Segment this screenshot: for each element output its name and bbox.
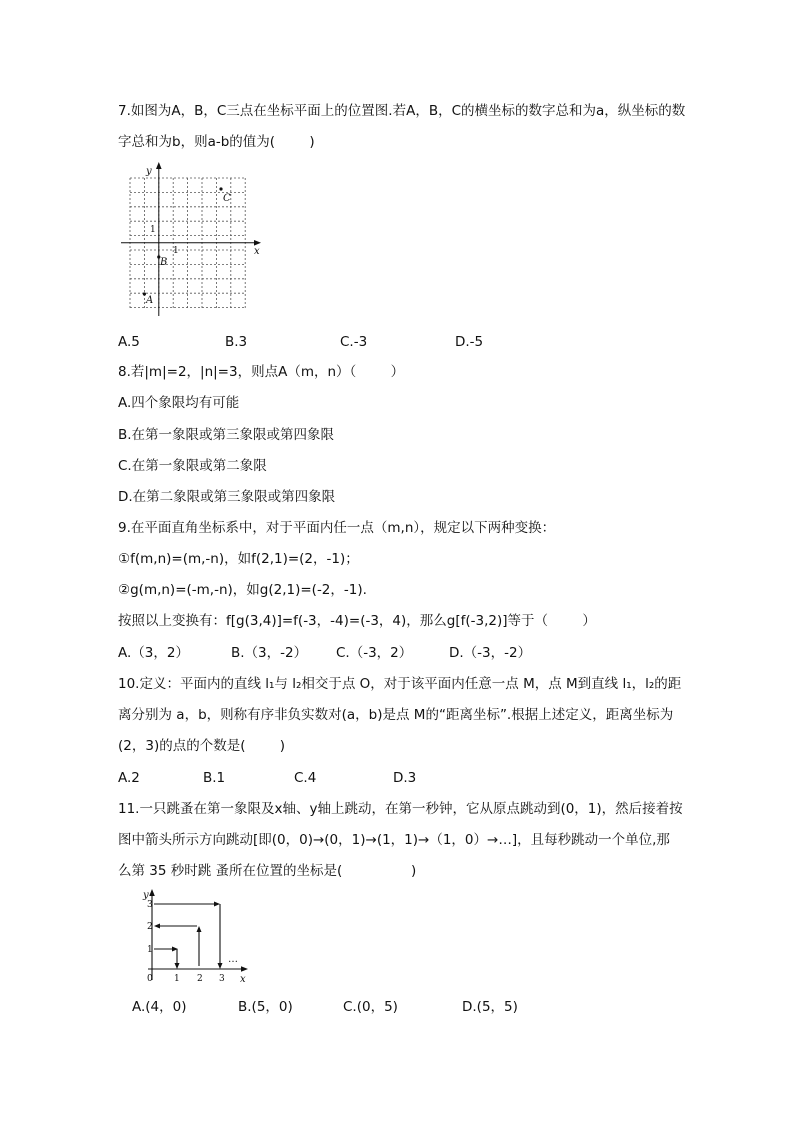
- q7-x-axis-arrow-icon: [254, 240, 261, 246]
- q8-choice-b: B.在第一象限或第三象限或第四象限: [118, 427, 335, 443]
- q11-options: [132, 998, 518, 1088]
- q11-y-tick-2: 2: [147, 922, 153, 932]
- q7-option-c: C.-3: [340, 334, 368, 350]
- q7-line-2: 字总和为b，则a-b的值为( ): [118, 134, 315, 150]
- q7-y-axis-arrow-icon: [156, 162, 162, 169]
- q10-option-a: A.2: [118, 770, 140, 786]
- q9-option-c: C.（-3，2）: [336, 645, 413, 661]
- q7-point-c: [219, 187, 222, 190]
- q11-path-segments: [154, 904, 220, 966]
- q11-ellipsis: …: [228, 954, 238, 965]
- q8-choice-c: C.在第一象限或第二象限: [118, 458, 267, 474]
- q7-x-axis-label: x: [254, 246, 260, 257]
- q7-point-c-label: C: [223, 193, 231, 204]
- q7-option-a: A.5: [118, 334, 140, 350]
- q10-line-1: 10.定义：平面内的直线 l₁与 l₂相交于点 O，对于该平面内任意一点 M，点 M到直线 l₁，l₂的距: [118, 676, 682, 692]
- q11-line-1: 11.一只跳蚤在第一象限及x轴、y轴上跳动，在第一秒钟，它从原点跳动到(0，1)，然后接着按: [118, 801, 683, 817]
- q11-option-b: B.(5，0): [238, 999, 293, 1015]
- q11-line-3: 么第 35 秒时跳 蚤所在位置的坐标是( ): [118, 863, 417, 879]
- q9-line-1: 9.在平面直角坐标系中，对于平面内任一点（m,n），规定以下两种变换：: [118, 520, 556, 536]
- q7-point-b-label: B: [160, 257, 168, 268]
- q9-option-d: D.（-3，-2）: [449, 645, 532, 661]
- q11-origin-label: 0: [147, 974, 153, 984]
- q11-option-d: D.(5，5): [462, 999, 518, 1015]
- q10-line-3: (2，3)的点的个数是( ): [118, 738, 286, 754]
- q10-option-c: C.4: [294, 770, 317, 786]
- q9-option-a: A.（3，2）: [118, 645, 189, 661]
- q8-choice-a: A.四个象限均有可能: [118, 395, 240, 411]
- q9-line-2: ①f(m,n)=(m,-n)，如f(2,1)=(2，-1)；: [118, 551, 359, 567]
- q7-option-d: D.-5: [455, 334, 484, 350]
- q11-y-axis-label: y: [143, 890, 149, 901]
- q11-x-tick-1: 1: [174, 974, 180, 984]
- q7-line-1: 7.如图为A，B，C三点在坐标平面上的位置图.若A，B，C的横坐标的数字总和为a，纵坐标的数: [118, 103, 686, 119]
- q7-point-a-label: A: [146, 295, 154, 306]
- q10-line-2: 离分别为 a，b，则称有序非负实数对(a，b)是点 M的“距离坐标”.根据上述定义，距离坐标为: [118, 707, 674, 723]
- q7-x-tick-1: 1: [173, 246, 179, 256]
- q9-option-b: B.（3，-2）: [231, 645, 308, 661]
- q7-y-axis-label: y: [146, 166, 152, 177]
- q11-x-tick-2: 2: [197, 974, 203, 984]
- q11-y-tick-1: 1: [147, 945, 153, 955]
- q7-y-tick-1: 1: [150, 225, 156, 235]
- q10-option-d: D.3: [393, 770, 417, 786]
- q11-y-axis-arrow-icon: [149, 889, 155, 896]
- q11-option-c: C.(0，5): [343, 999, 398, 1015]
- q11-x-tick-3: 3: [219, 974, 225, 984]
- q7-coordinate-grid-figure: [115, 158, 265, 318]
- q11-option-a: A.(4，0): [132, 999, 187, 1015]
- q8-choice-d: D.在第二象限或第三象限或第四象限: [118, 489, 336, 505]
- q9-line-4: 按照以上变换有：f[g(3,4)]=f(-3，-4)=(-3，4)，那么g[f(-3,2)]等于（ ）: [118, 613, 596, 629]
- q7-option-b: B.3: [225, 334, 248, 350]
- q11-line-2: 图中箭头所示方向跳动[即(0，0)→(0，1)→(1，1)→（1，0）→…]，且每秒跳动一个单位,那: [118, 832, 670, 848]
- q11-x-axis-arrow-icon: [241, 966, 248, 972]
- q10-option-b: B.1: [203, 770, 226, 786]
- q11-y-tick-3: 3: [147, 900, 153, 910]
- q9-line-3: ②g(m,n)=(-m,-n)，如g(2,1)=(-2，-1).: [118, 582, 367, 598]
- q11-x-axis-label: x: [240, 974, 246, 985]
- q8-stem: 8.若|m|=2，|n|=3，则点A（m，n）（ ）: [118, 364, 405, 380]
- q11-flea-path-figure: [135, 885, 255, 985]
- q11-path-arrowheads: [154, 902, 223, 970]
